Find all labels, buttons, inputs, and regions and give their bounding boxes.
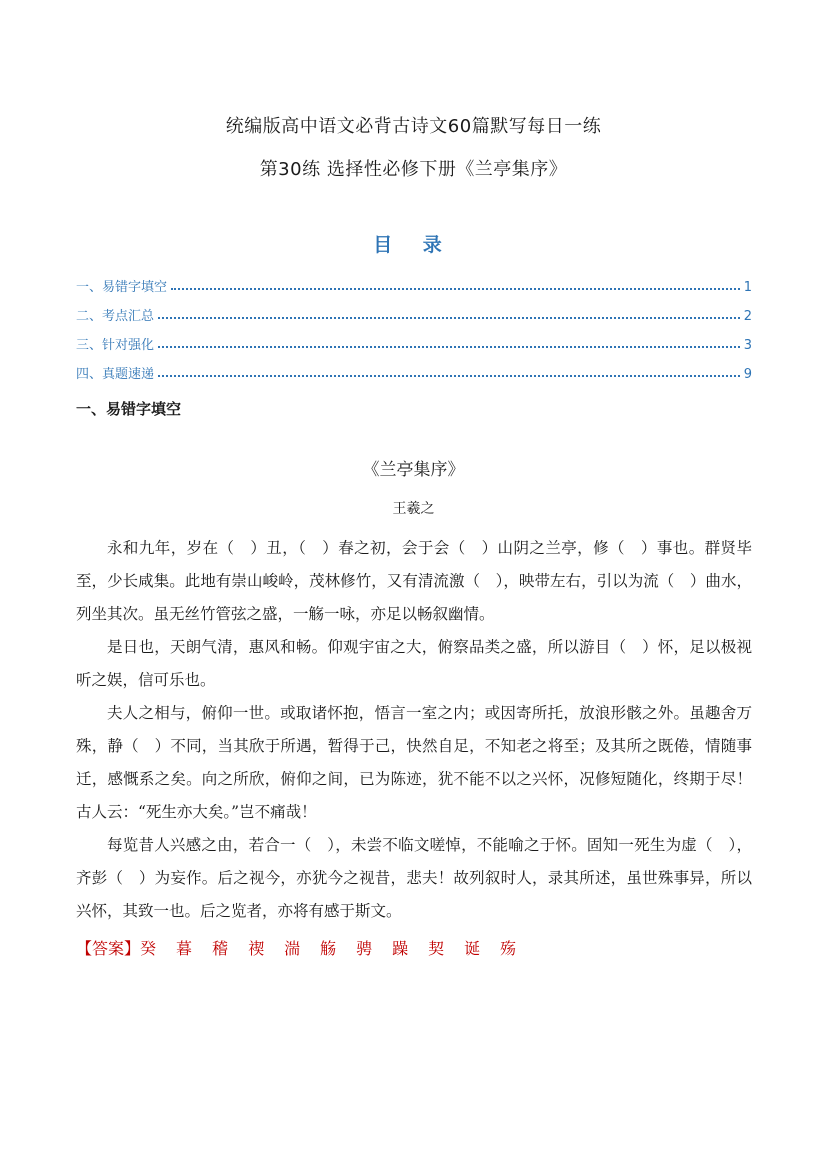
table-of-contents bbox=[76, 266, 752, 382]
toc-entry-label[interactable]: 三、针对强化 bbox=[76, 338, 155, 353]
toc-entry[interactable] bbox=[76, 353, 752, 382]
poem-paragraph: 是日也，天朗气清，惠风和畅。仰观宇宙之大，俯察品类之盛，所以游目（ ）怀，足以极视听之娱，信可乐也。 bbox=[76, 638, 752, 689]
document-title: 统编版高中语文必背古诗文60篇默写每日一练 bbox=[225, 116, 602, 137]
answer-label: 【答案】 bbox=[76, 939, 141, 958]
answer-item: 禊 bbox=[248, 939, 265, 958]
toc-leader-dots bbox=[158, 375, 740, 377]
answer-item: 诞 bbox=[464, 939, 481, 958]
toc-entry[interactable] bbox=[76, 324, 752, 353]
poem-title: 《兰亭集序》 bbox=[362, 460, 465, 480]
toc-entry[interactable] bbox=[76, 266, 752, 295]
answer-item: 躁 bbox=[392, 939, 409, 958]
toc-entry-label[interactable]: 一、易错字填空 bbox=[76, 280, 168, 295]
toc-entry-label[interactable]: 二、考点汇总 bbox=[76, 309, 155, 324]
toc-heading: 目 录 bbox=[373, 234, 454, 256]
toc-entry-page[interactable]: 3 bbox=[743, 338, 752, 353]
toc-entry-page[interactable]: 2 bbox=[743, 309, 752, 324]
answer-item: 殇 bbox=[500, 939, 517, 958]
toc-leader-dots bbox=[158, 346, 740, 348]
answer-item: 湍 bbox=[284, 939, 301, 958]
toc-entry-page[interactable]: 9 bbox=[743, 367, 752, 382]
poem-author: 王羲之 bbox=[392, 501, 435, 517]
answer-item: 癸 bbox=[140, 939, 157, 958]
poem-body bbox=[76, 532, 752, 928]
poem-paragraph: 永和九年，岁在（ ）丑，（ ）春之初，会于会（ ）山阴之兰亭，修（ ）事也。群贤毕至，少长咸集。此地有崇山峻岭，茂林修竹，又有清流激（ ），映带左右，引以为流（ ）曲水，列坐其次。虽无丝竹管弦之盛，一觞一咏，亦足以畅叙幽情。 bbox=[76, 539, 752, 623]
toc-entry-label[interactable]: 四、真题速递 bbox=[76, 367, 155, 382]
toc-entry[interactable] bbox=[76, 295, 752, 324]
answer-item: 暮 bbox=[176, 939, 193, 958]
toc-leader-dots bbox=[171, 288, 740, 290]
poem-paragraph: 夫人之相与，俯仰一世。或取诸怀抱，悟言一室之内；或因寄所托，放浪形骸之外。虽趣舍万殊，静（ ）不同，当其欣于所遇，暂得于己，快然自足，不知老之将至；及其所之既倦，情随事迁，感慨系之矣。向之所欣，俯仰之间，已为陈迹，犹不能不以之兴怀，况修短随化，终期于尽！古人云：“死生亦大矣。”岂不痛哉！ bbox=[76, 704, 752, 821]
answer-item: 契 bbox=[428, 939, 445, 958]
section-heading: 一、易错字填空 bbox=[76, 400, 182, 418]
toc-leader-dots bbox=[158, 317, 740, 319]
answer-item: 骋 bbox=[356, 939, 373, 958]
answer-item: 稽 bbox=[212, 939, 229, 958]
poem-paragraph: 每览昔人兴感之由，若合一（ ），未尝不临文嗟悼，不能喻之于怀。固知一死生为虚（ ），齐彭（ ）为妄作。后之视今，亦犹今之视昔，悲夫！故列叙时人，录其所述，虽世殊事异，所以兴怀，其致一也。后之览者，亦将有感于斯文。 bbox=[76, 836, 752, 920]
document-subtitle: 第30练 选择性必修下册《兰亭集序》 bbox=[259, 159, 568, 180]
toc-entry-page[interactable]: 1 bbox=[743, 280, 752, 295]
answer-line bbox=[76, 936, 536, 959]
answer-item: 觞 bbox=[320, 939, 337, 958]
